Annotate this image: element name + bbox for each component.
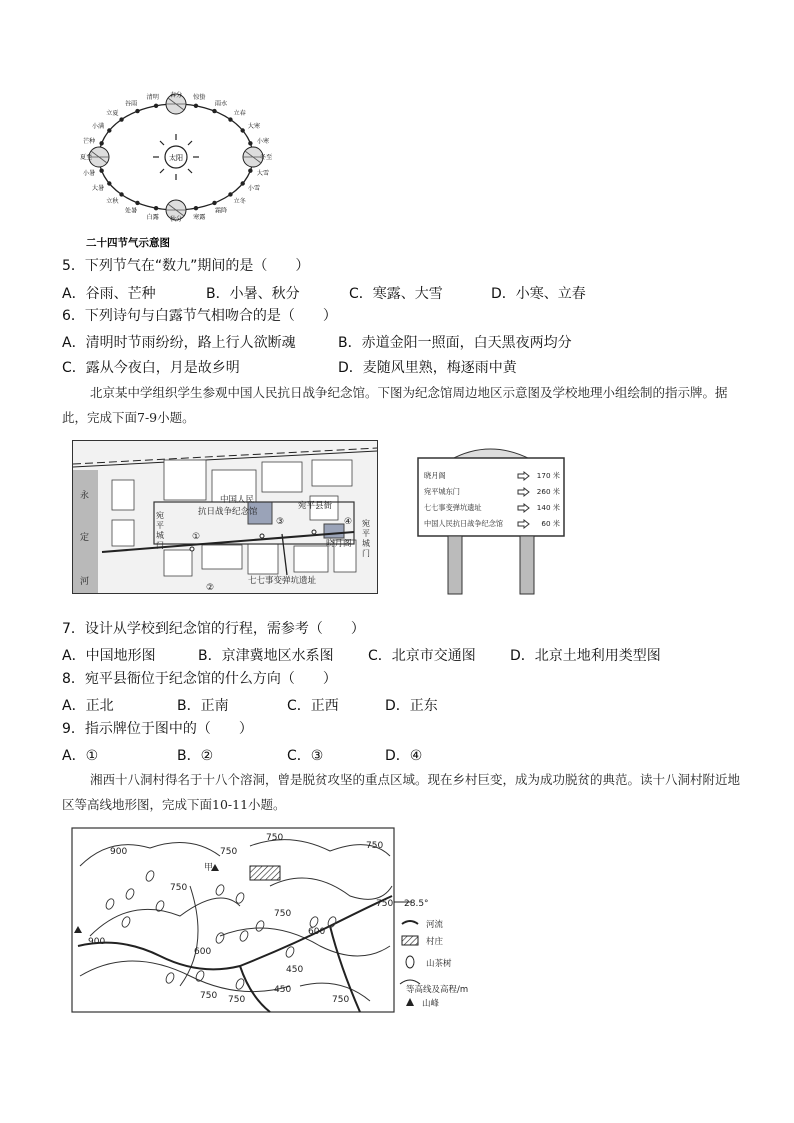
q7-option-b[interactable]: B．京津冀地区水系图: [198, 648, 334, 664]
svg-text:门: 门: [362, 549, 370, 558]
term-label: 立秋: [106, 197, 119, 205]
svg-text:定: 定: [80, 533, 90, 543]
sign-place: 宛平城东门: [424, 487, 460, 496]
term-label: 霜降: [214, 207, 228, 215]
term-label: 立夏: [106, 110, 119, 118]
marker-4: ④: [344, 517, 353, 527]
sign-distance: 140 米: [536, 503, 560, 512]
term-label: 冬至: [259, 154, 273, 161]
term-dot: [107, 181, 111, 185]
sun-icon: [153, 134, 199, 180]
contour-label: 750: [200, 991, 218, 1001]
term-label: 夏至: [79, 154, 93, 161]
moon-pavilion-label: 晓月阁: [326, 539, 352, 549]
term-label: 清明: [146, 94, 159, 102]
q5-option-b[interactable]: B．小暑、秋分: [206, 286, 300, 302]
sign-distance: 260 米: [536, 487, 560, 496]
q8-option-b[interactable]: B．正南: [177, 698, 229, 714]
contour-label: 750: [332, 995, 350, 1005]
contour-label: 900: [110, 847, 128, 857]
question-6-stem: 6．下列诗句与白露节气相吻合的是（ ）: [62, 308, 337, 324]
term-dot: [212, 109, 216, 113]
sign-place: 七七事变弹坑遗址: [424, 503, 482, 512]
term-label: 小暑: [82, 170, 96, 178]
q7-option-c[interactable]: C．北京市交通图: [368, 648, 476, 664]
question-9-stem: 9．指示牌位于图中的（ ）: [62, 721, 253, 737]
signpost-illustration: [410, 440, 572, 598]
svg-text:平: 平: [156, 521, 164, 530]
contour-label: 750: [274, 909, 292, 919]
term-label: 芒种: [82, 137, 96, 145]
diagram-caption: 二十四节气示意图: [86, 237, 170, 249]
contour-map: [70, 826, 500, 1016]
legend-river: 河流: [426, 920, 444, 930]
q9-option-b[interactable]: B．②: [177, 748, 214, 764]
marker-1: ①: [192, 532, 201, 542]
term-label: 白露: [146, 213, 159, 221]
q7-option-d[interactable]: D．北京土地利用类型图: [510, 648, 661, 664]
marker-3: ③: [276, 517, 285, 527]
contour-label: 750: [266, 833, 284, 843]
term-label: 雨水: [214, 100, 228, 108]
term-dot: [99, 141, 103, 145]
q9-option-a[interactable]: A．①: [62, 748, 99, 764]
legend-tea: 山茶树: [426, 959, 452, 969]
term-label: 处暑: [124, 207, 138, 215]
museum-label-2: 抗日战争纪念馆: [198, 507, 258, 517]
q5-option-d[interactable]: D．小寒、立春: [491, 286, 586, 302]
latitude-label: 28.5°: [404, 899, 429, 909]
term-dot: [194, 206, 198, 210]
term-label: 惊蛰: [193, 94, 206, 102]
term-label: 大雪: [256, 170, 270, 178]
term-dot: [240, 181, 244, 185]
term-label: 秋分: [169, 216, 183, 223]
term-dot: [228, 192, 232, 196]
legend-village: 村庄: [426, 937, 444, 947]
svg-text:河: 河: [80, 577, 90, 587]
term-label: 谷雨: [124, 100, 138, 108]
term-label: 立冬: [233, 197, 246, 205]
term-label: 立春: [233, 110, 246, 118]
peak-jia-label: 甲: [204, 863, 214, 873]
q5-option-c[interactable]: C．寒露、大雪: [349, 286, 443, 302]
contour-label: 750: [228, 995, 246, 1005]
legend-peak: 山峰: [422, 999, 440, 1009]
term-dot: [248, 169, 252, 173]
q8-option-a[interactable]: A．正北: [62, 698, 114, 714]
term-dot: [135, 201, 139, 205]
contour-label: 900: [88, 937, 106, 947]
contour-label: 750: [366, 841, 384, 851]
contour-label: 450: [286, 965, 304, 975]
pit-site-label: 七七事变弹坑遗址: [248, 576, 317, 586]
contour-label: 450: [274, 985, 292, 995]
term-dot: [240, 128, 244, 132]
river-label: 永: [80, 491, 90, 501]
contour-label: 600: [194, 947, 212, 957]
term-dot: [154, 104, 158, 108]
contour-label: 600: [308, 927, 326, 937]
term-dot: [228, 117, 232, 121]
term-label: 春分: [169, 92, 183, 99]
county-office-label: 宛平县衙: [298, 501, 333, 511]
term-label: 小满: [91, 123, 105, 130]
q6-option-a[interactable]: A．清明时节雨纷纷，路上行人欲断魂: [62, 335, 296, 351]
intro-7-9: 北京某中学组织学生参观中国人民抗日战争纪念馆。下图为纪念馆周边地区示意图及学校地理小组绘制的指示牌。据此，完成下面7-9小题。: [62, 385, 728, 425]
question-7-stem: 7．设计从学校到纪念馆的行程，需参考（ ）: [62, 621, 365, 637]
q8-option-c[interactable]: C．正西: [287, 698, 339, 714]
contour-label: 750: [376, 899, 394, 909]
term-dot: [194, 104, 198, 108]
sign-place: 晓月阁: [424, 471, 446, 480]
term-label: 大寒: [247, 123, 261, 130]
term-dot: [135, 109, 139, 113]
museum-area-map: [72, 440, 378, 594]
term-dot: [119, 192, 123, 196]
question-5-stem: 5．下列节气在“数九”期间的是（ ）: [62, 258, 310, 274]
q6-option-b[interactable]: B．赤道金阳一照面，白天黑夜两均分: [338, 335, 572, 351]
term-dot: [107, 128, 111, 132]
q7-option-a[interactable]: A．中国地形图: [62, 648, 156, 664]
svg-text:宛: 宛: [362, 519, 370, 528]
sign-distance: 60 米: [541, 519, 560, 528]
q9-option-d[interactable]: D．④: [385, 748, 423, 764]
term-dot: [119, 117, 123, 121]
svg-text:宛: 宛: [156, 511, 164, 520]
term-label: 寒露: [193, 213, 206, 221]
q6-option-d[interactable]: D．麦随风里熟，梅逐雨中黄: [338, 360, 517, 376]
term-dot: [99, 169, 103, 173]
sign-place: 中国人民抗日战争纪念馆: [424, 519, 504, 528]
intro-10-11: 湘西十八洞村得名于十八个溶洞，曾是脱贫攻坚的重点区域。现在乡村巨变，成为成功脱贫的典范。读十八洞村附近地区等高线地形图，完成下面10-11小题。: [62, 772, 741, 812]
svg-text:城: 城: [362, 539, 370, 548]
q9-option-c[interactable]: C．③: [287, 748, 324, 764]
term-dot: [248, 141, 252, 145]
term-label: 小雪: [247, 185, 261, 192]
solar-terms-diagram: [58, 82, 288, 252]
svg-text:城: 城: [156, 531, 164, 540]
contour-label: 750: [220, 847, 238, 857]
sign-distance: 170 米: [536, 471, 560, 480]
question-8-stem: 8．宛平县衙位于纪念馆的什么方向（ ）: [62, 671, 337, 687]
q8-option-d[interactable]: D．正东: [385, 698, 438, 714]
term-label: 大暑: [91, 185, 105, 192]
museum-label: 中国人民: [220, 495, 255, 505]
svg-text:平: 平: [362, 529, 370, 538]
term-label: 小寒: [256, 137, 270, 145]
term-dot: [212, 201, 216, 205]
term-dot: [154, 206, 158, 210]
marker-2: ②: [206, 583, 215, 593]
svg-text:门: 门: [156, 541, 164, 550]
tea-tree-icon: [406, 956, 414, 968]
legend-contour: 等高线及高程/m: [406, 985, 469, 995]
q5-option-a[interactable]: A．谷雨、芒种: [62, 286, 156, 302]
q6-option-c[interactable]: C．露从今夜白，月是故乡明: [62, 360, 240, 376]
contour-label: 750: [170, 883, 188, 893]
sun-label: 太阳: [169, 154, 183, 162]
peak-icon: [406, 998, 414, 1006]
